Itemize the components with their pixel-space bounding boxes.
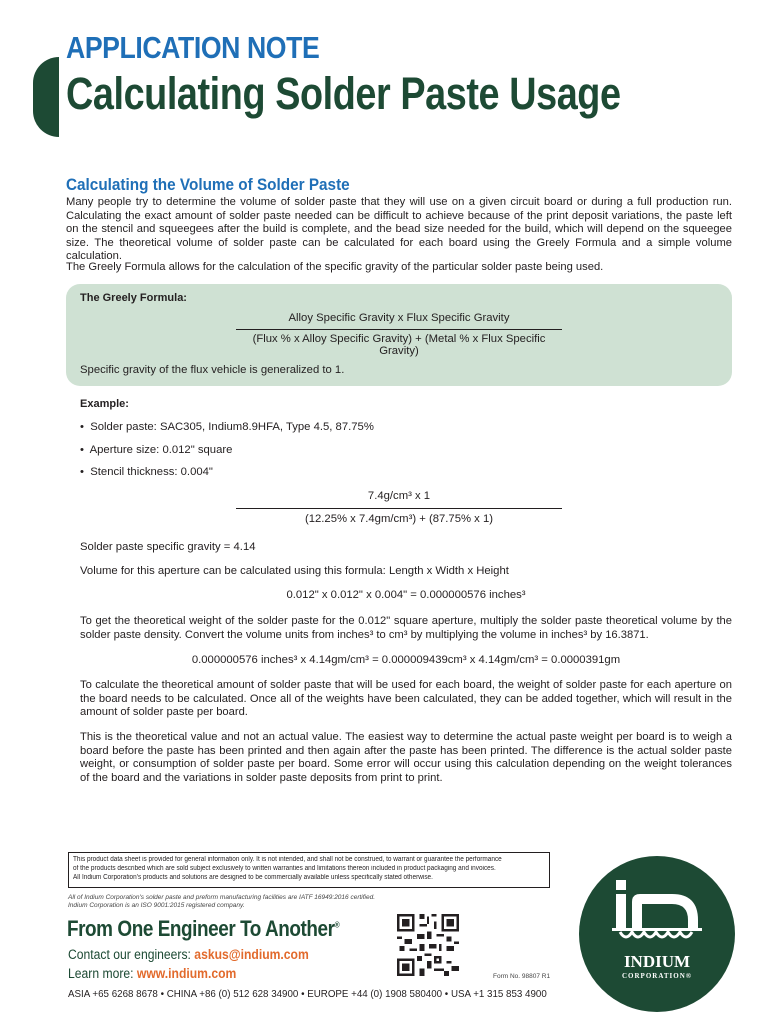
document-kicker: APPLICATION NOTE [66,30,320,65]
formula-fraction-bar [236,329,562,330]
example-bullet-text: Solder paste: SAC305, Indium8.9HFA, Type 4.5, 87.75% [90,421,374,433]
intro-paragraph: Many people try to determine the volume of solder paste that they will use on a given circuit board or during a full production run. Calculating the exact amount of solder paste needed can be difficult to achieve because of the print deposit variations, the paste left on the stencil and squeegees after the build is complete, and the bead size needed for the build, which will depend on the squeegee size. The theoretical volume of solder paste can be calculated for each board using the Greely Formula and a simple volume calculation. [66,196,732,262]
form-number: Form No. 98807 R1 [493,973,551,980]
qr-code-icon [397,914,459,976]
disclaimer-line: All Indium Corporation's products and solutions are designed to be commercially available unless specifically stated otherwise. [73,874,433,881]
greely-intro-paragraph: The Greely Formula allows for the calculation of the specific gravity of the particular solder paste being used. [66,261,604,273]
board-paragraph: To calculate the theoretical amount of solder paste that will be used for each board, the weight of solder paste for each aperture on the board needs to be calculated. Once all of the weights have been calculated, they can be added together, which will result in the amount of solder paste per board. [80,679,732,718]
formula-numerator: Alloy Specific Gravity x Flux Specific Gravity [288,312,510,324]
formula-box-title: The Greely Formula: [80,292,187,304]
contact-label: Contact our engineers: [68,947,195,962]
certification-note [68,894,375,910]
contact-line [68,947,309,962]
logo-name: INDIUM [623,952,691,971]
disclaimer-line: This product data sheet is provided for general information only. It is not intended, and shall not be construed, to warrant or guarantee the performance [73,856,502,863]
formula-denominator: (Flux % x Alloy Specific Gravity) + (Metal % x Flux Specific Gravity) [252,333,546,357]
specific-gravity-result: Solder paste specific gravity = 4.14 [80,541,256,553]
example-bullet-text: Stencil thickness: 0.004" [90,466,213,478]
calc-fraction-bar [236,508,562,509]
tagline-text: From One Engineer To Another [67,916,335,941]
disclaimer-line: of the products described which are sold subject exclusively to written warranties and limitations thereon included in product packaging and invoices. [73,865,496,872]
contact-email-link[interactable]: askus@indium.com [194,947,309,962]
volume-intro: Volume for this aperture can be calculated using this formula: Length x Width x Height [80,565,509,577]
tagline [67,916,339,942]
indium-logo-mark-icon [612,880,702,948]
example-bullet: • Solder paste: SAC305, Indium8.9HFA, Type 4.5, 87.75% [80,421,374,433]
formula-note: Specific gravity of the flux vehicle is generalized to 1. [80,364,345,376]
section-heading: Calculating the Volume of Solder Paste [66,175,350,194]
header-side-tab [33,57,59,137]
weight-equation: 0.000000576 inches³ x 4.14gm/cm³ = 0.000009439cm³ x 4.14gm/cm³ = 0.0000391gm [191,654,621,666]
weight-paragraph: To get the theoretical weight of the solder paste for the 0.012" square aperture, multiply the solder paste theoretical volume by the solder paste density. Convert the volume units from inches³ to cm³ by multiplying the volume in inches³ by 16.3871. [80,615,732,641]
regional-phones: ASIA +65 6268 8678 • CHINA +86 (0) 512 628 34900 • EUROPE +44 (0) 1908 580400 • USA +1 315 853 4900 [68,988,547,1000]
example-bullet: • Aperture size: 0.012" square [80,444,233,456]
page-title: Calculating Solder Paste Usage [66,68,621,119]
volume-equation: 0.012" x 0.012" x 0.004" = 0.000000576 inches³ [286,589,526,601]
tagline-mark: ® [334,920,340,930]
website-link[interactable]: www.indium.com [136,966,237,981]
example-label: Example: [80,398,129,410]
certification-line: All of Indium Corporation's solder paste and preform manufacturing facilities are IATF 16949:2016 certified. [68,894,376,901]
logo-subtitle: CORPORATION® [622,972,692,980]
final-paragraph: This is the theoretical value and not an actual value. The easiest way to determine the actual paste weight per board is to weigh a board before the paste has been printed and then again after the paste has been printed. The difference is the actual solder paste weight, or consumption of solder paste per board. Some error will occur using this calculation depending on the weight tolerances of the board and the variations in solder paste deposits from print to print. [80,731,732,784]
disclaimer-box [68,852,550,888]
example-bullet: • Stencil thickness: 0.004" [80,466,213,478]
learn-more-line [68,966,236,981]
calc-denominator: (12.25% x 7.4gm/cm³) + (87.75% x 1) [304,513,494,525]
certification-line: Indium Corporation is an ISO 9001:2015 registered company. [68,902,245,909]
example-bullet-text: Aperture size: 0.012" square [89,444,233,456]
learn-more-label: Learn more: [68,966,137,981]
calc-numerator: 7.4g/cm³ x 1 [367,490,431,502]
